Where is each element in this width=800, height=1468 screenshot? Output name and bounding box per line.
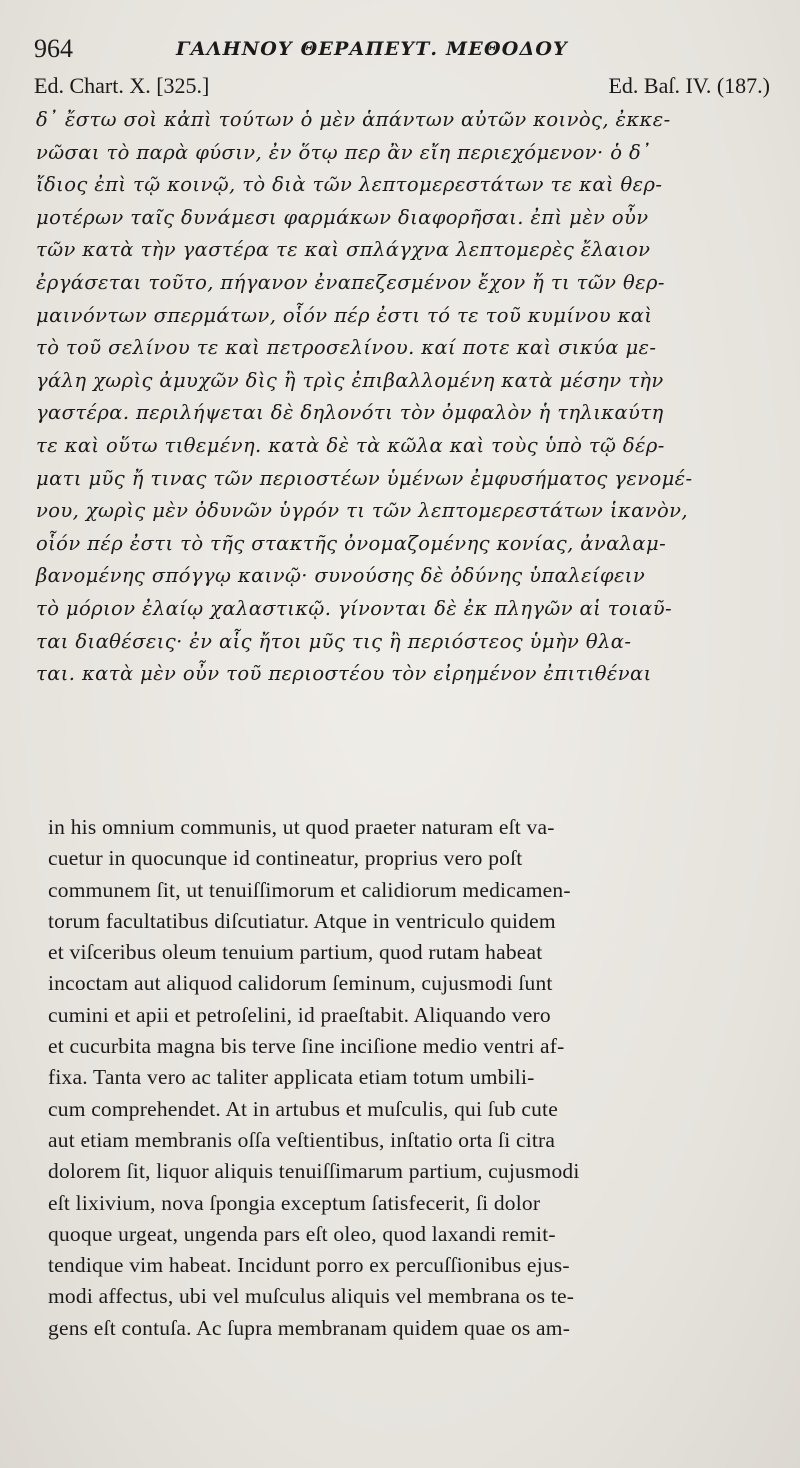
latin-text-line: modi affectus, ubi vel muſculus aliquis vel membrana os te- <box>48 1284 575 1309</box>
greek-text-line: οἷόν πέρ ἐστι τὸ τῆς στακτῆς ὀνομαζομένης κονίας, ἀναλαμ- <box>36 531 667 555</box>
latin-text-line: dolorem ſit, liquor aliquis tenuiſſimarum partium, cujusmodi <box>48 1159 580 1184</box>
latin-text-line: cumini et apii et petroſelini, id praeſtabit. Aliquando vero <box>48 1002 551 1027</box>
latin-text-line: torum facultatibus diſcutiatur. Atque in ventriculo quidem <box>48 908 556 933</box>
latin-text-line: quoque urgeat, ungenda pars eſt oleo, quod laxandi remit- <box>48 1221 556 1246</box>
greek-text-line: ται. κατὰ μὲν οὖν τοῦ περιοστέου τὸν εἰρημένον ἐπιτιθέναι <box>36 662 652 686</box>
latin-text-line: et cucurbita magna bis terve ſine inciſione medio ventri af- <box>48 1034 565 1059</box>
greek-text-line: βανομένης σπόγγῳ καινῷ· συνούσης δὲ ὀδύνης ὑπαλείφειν <box>36 564 646 588</box>
greek-text-line: ματι μῦς ἤ τινας τῶν περιοστέων ὑμένων ἐμφυσήματος γενομέ- <box>36 466 693 490</box>
edition-chartier-reference: Ed. Chart. X. [325.] <box>34 73 210 98</box>
latin-text-line: et viſceribus oleum tenuium partium, quod rutam habeat <box>48 940 543 965</box>
edition-reference-line <box>34 72 770 100</box>
greek-text-line: νου, χωρὶς μὲν ὀδυνῶν ὑγρόν τι τῶν λεπτομερεστάτων ἱκανὸν, <box>36 499 688 523</box>
running-title: ΓΑΛΗΝΟΥ ΘΕΡΑΠΕΥΤ. ΜΕΘΟΔΟΥ <box>176 38 568 60</box>
page-number: 964 <box>34 34 73 63</box>
latin-text-line: aut etiam membranis oſſa veſtientibus, inſtatio orta ſi citra <box>48 1127 556 1152</box>
edition-basel-reference: Ed. Baſ. IV. (187.) <box>608 73 770 98</box>
latin-text-line: communem ſit, ut tenuiſſimorum et calidiorum medicamen- <box>48 877 571 902</box>
greek-text-line: μαινόντων σπερμάτων, οἷόν πέρ ἐστι τό τε τοῦ κυμίνου καὶ <box>36 303 653 327</box>
greek-text-line: τὸ μόριον ἐλαίῳ χαλαστικῷ. γίνονται δὲ ἐκ πληγῶν αἱ τοιαῦ- <box>36 596 672 620</box>
greek-text-line: γαστέρα. περιλήψεται δὲ δηλονότι τὸν ὀμφαλὸν ἡ τηλικαύτη <box>36 401 664 425</box>
greek-text-line: τὸ τοῦ σελίνου τε καὶ πετροσελίνου. καί ποτε καὶ σικύα με- <box>36 336 657 360</box>
greek-text-line: τε καὶ οὕτω τιθεμένη. κατὰ δὲ τὰ κῶλα καὶ τοὺς ὑπὸ τῷ δέρ- <box>36 433 665 457</box>
greek-text-line: τῶν κατὰ τὴν γαστέρα τε καὶ σπλάγχνα λεπτομερὲς ἔλαιον <box>36 238 651 262</box>
greek-text-line: ἐργάσεται τοῦτο, πήγανον ἐναπεζεσμένον ἔχον ἤ τι τῶν θερ- <box>36 270 665 294</box>
greek-text-line: γάλη χωρὶς ἀμυχῶν δὶς ἢ τρὶς ἐπιβαλλομένη κατὰ μέσην τὴν <box>36 368 664 392</box>
latin-text-line: fixa. Tanta vero ac taliter applicata etiam totum umbili- <box>48 1065 535 1090</box>
latin-text-line: tendique vim habeat. Incidunt porro ex percuſſionibus ejus- <box>48 1253 570 1278</box>
latin-text-line: in his omnium communis, ut quod praeter naturam eſt va- <box>48 815 555 839</box>
greek-text-block <box>36 104 776 691</box>
greek-text-line: μοτέρων ταῖς δυνάμεσι φαρμάκων διαφορῆσαι. ἐπὶ μὲν οὖν <box>36 205 649 229</box>
latin-text-line: eſt lixivium, nova ſpongia exceptum ſatisfecerit, ſi dolor <box>48 1190 541 1215</box>
greek-text-line: δ᾽ ἔστω σοὶ κἀπὶ τούτων ὁ μὲν ἁπάντων αὐτῶν κοινὸς, ἐκκε- <box>36 108 671 131</box>
latin-text-block <box>48 812 778 1344</box>
greek-text-line: ἴδιος ἐπὶ τῷ κοινῷ, τὸ διὰ τῶν λεπτομερεστάτων τε καὶ θερ- <box>36 173 663 197</box>
latin-text-line: incoctam aut aliquod calidorum ſeminum, cujusmodi ſunt <box>48 971 553 996</box>
latin-text-line: gens eſt contuſa. Ac ſupra membranam quidem quae os am- <box>48 1315 571 1340</box>
greek-text-line: νῶσαι τὸ παρὰ φύσιν, ἐν ὅτῳ περ ἂν εἴη περιεχόμενον· ὁ δ᾽ <box>36 140 652 164</box>
latin-text-line: cum comprehendet. At in artubus et muſculis, qui ſub cute <box>48 1096 558 1121</box>
latin-text-line: cuetur in quocunque id contineatur, proprius vero poſt <box>48 846 523 871</box>
greek-text-line: ται διαθέσεις· ἐν αἷς ἤτοι μῦς τις ἢ περιόστεος ὑμὴν θλα- <box>36 629 632 653</box>
page-header <box>34 34 774 64</box>
